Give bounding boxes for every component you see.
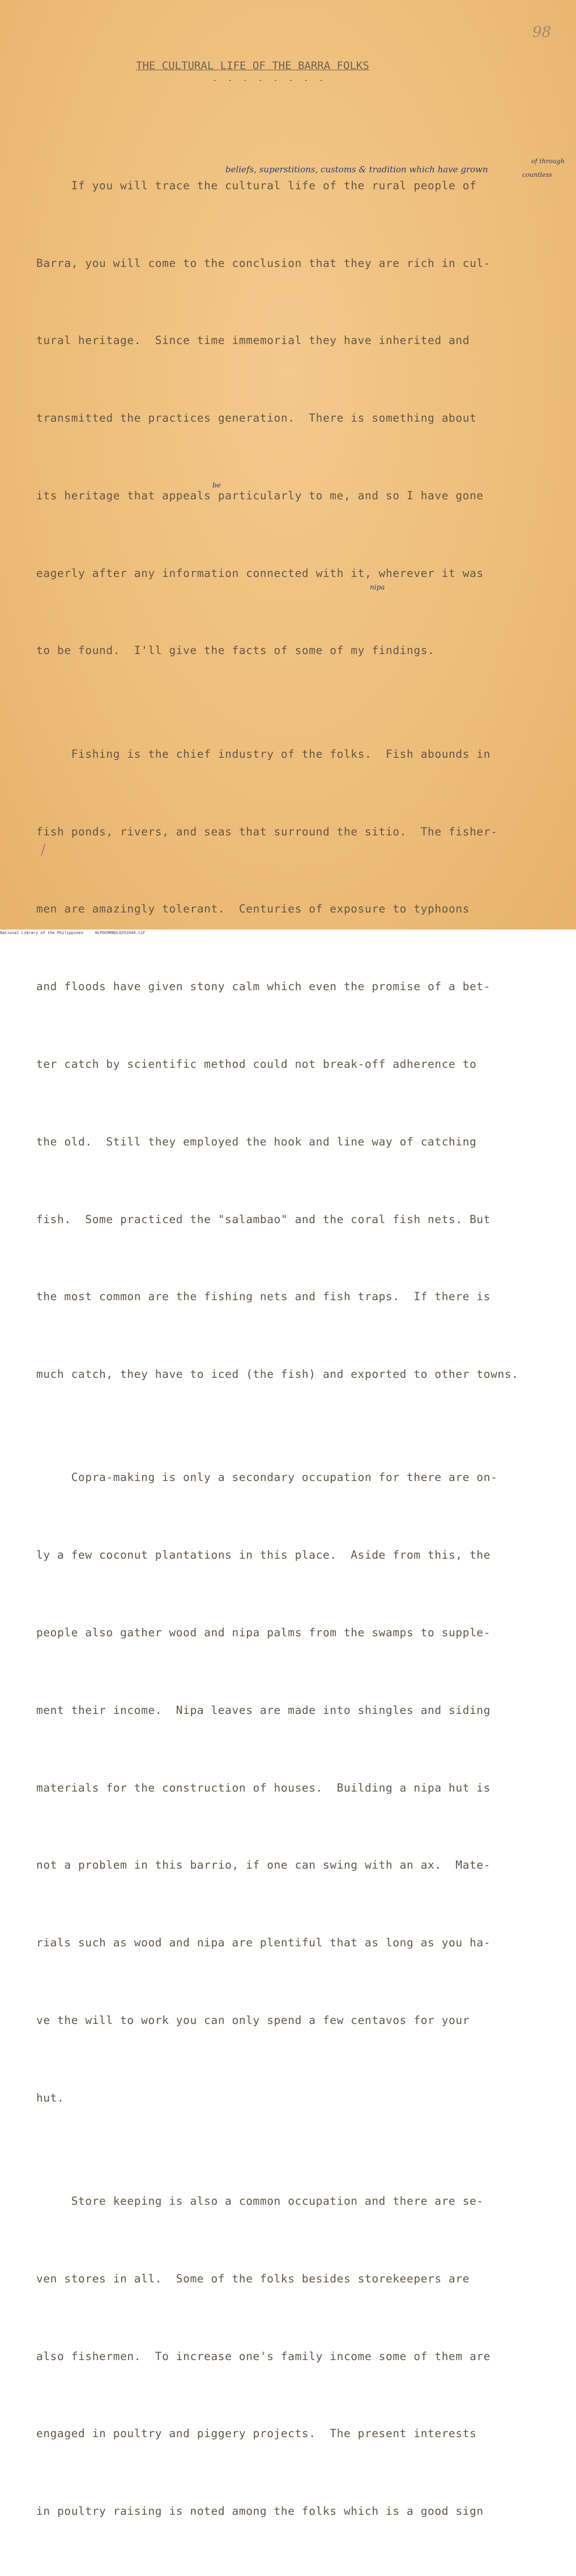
title-underline-dashes: - - - - - - - - <box>212 76 327 85</box>
text-line: Fishing is the chief industry of the folks. Fish abounds in <box>36 747 491 761</box>
text-line: hut. <box>36 2091 65 2104</box>
scan-footer: National Library of the Philippines NLPOCMRNDLO251048.tif <box>0 931 146 936</box>
text-line: eagerly after any information connected with it, wherever it was <box>36 566 484 580</box>
text-line: men are amazingly tolerant. Centuries of exposure to typhoons <box>36 902 470 916</box>
text-line: Store keeping is also a common occupation and there are se- <box>36 2195 484 2208</box>
text-line: fish ponds, rivers, and seas that surround the sitio. The fisher- <box>36 825 498 838</box>
text-line: Barra, you will come to the conclusion that they are rich in cul- <box>36 256 491 270</box>
text-line: not a problem in this barrio, if one can swing with an ax. Mate- <box>36 1858 491 1872</box>
handwritten-insert-countless: countless <box>522 171 552 179</box>
handwritten-insert-nipa: nipa <box>370 583 385 591</box>
page-number: 98 <box>532 24 552 41</box>
text-line: engaged in poultry and piggery projects. The present interests <box>36 2427 477 2441</box>
text-line: ter catch by scientific method could not break-off adherence to <box>36 1057 477 1071</box>
text-line: people also gather wood and nipa palms from the swamps to supple- <box>36 1626 491 1640</box>
text-line: If you will trace the cultural life of the rural people of <box>36 179 477 192</box>
text-line: its heritage that appeals particularly to me, and so I have gone <box>36 489 484 502</box>
text-line: to be found. I'll give the facts of some of my findings. <box>36 644 435 657</box>
body-text <box>36 95 535 2576</box>
text-line: Copra-making is only a secondary occupation for there are on- <box>36 1471 498 1484</box>
text-line: ly a few coconut plantations in this place. Aside from this, the <box>36 1548 491 1562</box>
text-line: ment their income. Nipa leaves are made into shingles and siding <box>36 1703 491 1717</box>
text-line: and floods have given stony calm which even the promise of a bet- <box>36 980 491 994</box>
handwritten-insert-be: be <box>212 481 221 489</box>
text-line: ve the will to work you can only spend a few centavos for your <box>36 2013 470 2027</box>
text-line: also fishermen. To increase one's family income some of them are <box>36 2349 491 2363</box>
handwritten-insert-beliefs: beliefs, superstitions, customs & tradition which have grown <box>225 164 488 175</box>
text-line: tural heritage. Since time immemorial they have inherited and <box>36 334 470 347</box>
text-line: fish. Some practiced the "salambao" and the coral fish nets. But <box>36 1212 491 1226</box>
handwritten-insert-of-through: of through <box>531 158 565 165</box>
text-line: the old. Still they employed the hook and line way of catching <box>36 1135 477 1148</box>
text-line: much catch, they have to iced (the fish) and exported to other towns. <box>36 1368 519 1381</box>
text-line: rials such as wood and nipa are plentiful that as long as you ha- <box>36 1936 491 1950</box>
text-line: ven stores in all. Some of the folks besides storekeepers are <box>36 2272 470 2285</box>
text-line: materials for the construction of houses. Building a nipa hut is <box>36 1781 491 1794</box>
text-line: in poultry raising is noted among the folks which is a good sign <box>36 2505 484 2518</box>
text-line: the most common are the fishing nets and fish traps. If there is <box>36 1290 491 1304</box>
document-title: THE CULTURAL LIFE OF THE BARRA FOLKS <box>136 60 369 72</box>
text-line: transmitted the practices generation. There is something about <box>36 411 477 425</box>
